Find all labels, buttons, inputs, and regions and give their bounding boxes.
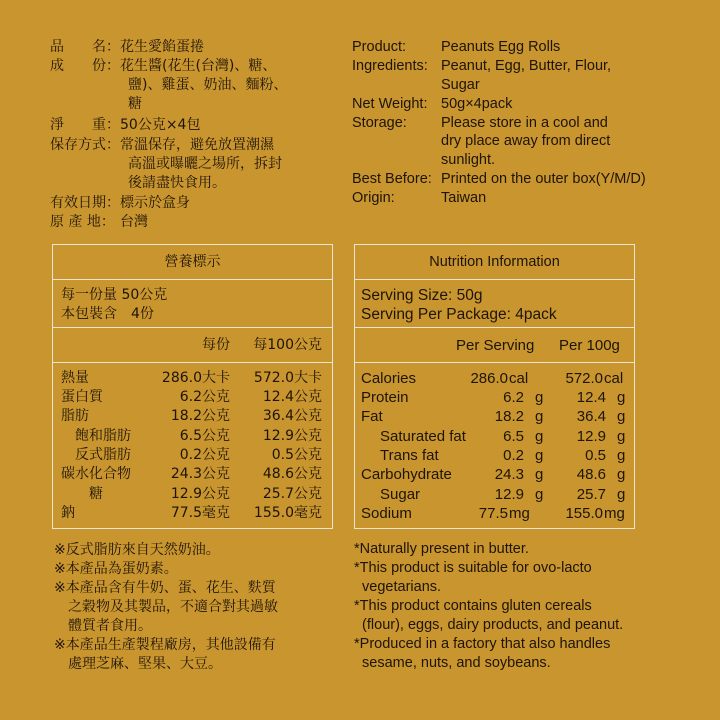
en-col-100g-header: Per 100g	[559, 337, 620, 354]
en-storage-line: Please store in a cool and	[441, 115, 608, 131]
en-row-per100: 48.6	[576, 466, 606, 483]
zh-row-name: 蛋白質	[61, 389, 103, 405]
zh-row-per100: 12.9公克	[262, 428, 322, 444]
zh-storage-line: 後請盡快食用。	[128, 175, 226, 191]
zh-row-serving: 24.3公克	[170, 466, 230, 482]
en-col-serving-header: Per Serving	[456, 337, 535, 354]
en-row-per100-unit: g	[617, 486, 626, 503]
zh-row-name: 糖	[89, 486, 103, 502]
zh-servings-per-pack: 本包裝含 4份	[61, 306, 154, 322]
en-note-line: vegetarians.	[354, 579, 442, 595]
en-row-serving: 12.9	[494, 486, 524, 503]
zh-row-per100: 12.4公克	[262, 389, 322, 405]
en-row-serving: 6.5	[503, 428, 524, 445]
zh-origin-value: 台灣	[120, 214, 148, 230]
en-row-per100-unit: mg	[604, 505, 625, 522]
zh-row-serving: 6.5公克	[179, 428, 230, 444]
zh-row-per100: 48.6公克	[262, 466, 322, 482]
en-row-name: Sodium	[361, 505, 412, 522]
divider	[354, 362, 635, 363]
en-row-serving-unit: g	[535, 408, 544, 425]
zh-origin-label: 原 產 地：	[50, 214, 115, 230]
zh-row-name: 熱量	[61, 370, 89, 386]
en-ingredients-line: Sugar	[441, 77, 480, 93]
en-nutrition-title: Nutrition Information	[429, 254, 560, 270]
en-storage-label: Storage:	[352, 115, 407, 131]
zh-note-line: 之穀物及其製品，不適合對其過敏	[54, 599, 278, 615]
en-row-serving: 24.3	[494, 466, 524, 483]
zh-row-serving: 77.5毫克	[170, 505, 230, 521]
zh-row-per100: 572.0大卡	[253, 370, 322, 386]
zh-row-name: 碳水化合物	[61, 466, 131, 482]
zh-row-per100: 25.7公克	[262, 486, 322, 502]
en-note-line: sesame, nuts, and soybeans.	[354, 655, 551, 671]
en-row-per100: 155.0	[565, 505, 603, 522]
en-ingredients-line: Peanut, Egg, Butter, Flour,	[441, 58, 612, 74]
en-row-per100: 0.5	[585, 447, 606, 464]
en-row-per100-unit: g	[617, 389, 626, 406]
zh-net-weight-label: 淨 重：	[50, 117, 120, 133]
zh-product-label: 品 名：	[50, 39, 120, 55]
en-note-line: *Naturally present in butter.	[354, 541, 529, 557]
en-row-per100-unit: g	[617, 466, 626, 483]
en-row-serving: 286.0	[470, 370, 508, 387]
zh-row-serving: 286.0大卡	[161, 370, 230, 386]
en-row-serving-unit: g	[535, 428, 544, 445]
zh-best-before-value: 標示於盒身	[120, 195, 190, 211]
zh-row-per100: 0.5公克	[271, 447, 322, 463]
en-row-serving-unit: g	[535, 486, 544, 503]
en-row-serving: 77.5	[478, 505, 508, 522]
zh-row-serving: 6.2公克	[179, 389, 230, 405]
en-row-per100-unit: g	[617, 408, 626, 425]
en-row-per100-unit: g	[617, 447, 626, 464]
en-row-per100-unit: g	[617, 428, 626, 445]
en-row-per100: 36.4	[576, 408, 606, 425]
en-product-label: Product:	[352, 39, 406, 55]
zh-row-name: 反式脂肪	[75, 447, 131, 463]
zh-storage-label: 保存方式：	[50, 137, 120, 153]
zh-row-serving: 12.9公克	[170, 486, 230, 502]
zh-note-line: ※本產品生產製程廠房，其他設備有	[54, 637, 276, 653]
en-origin-label: Origin:	[352, 190, 395, 206]
en-note-line: *This product contains gluten cereals	[354, 598, 592, 614]
en-row-name: Trans fat	[380, 447, 439, 464]
zh-nutrition-title: 營養標示	[164, 254, 221, 270]
zh-product-value: 花生愛餡蛋捲	[120, 39, 204, 55]
en-note-line: *This product is suitable for ovo-lacto	[354, 560, 592, 576]
zh-col-100g-header: 每100公克	[253, 337, 322, 353]
zh-note-line: ※本產品含有牛奶、蛋、花生、麩質	[54, 580, 276, 596]
en-row-name: Carbohydrate	[361, 466, 452, 483]
divider	[354, 279, 635, 280]
en-row-serving-unit: mg	[509, 505, 530, 522]
en-servings-per-pack: Serving Per Package: 4pack	[361, 306, 557, 323]
en-row-per100-unit: cal	[604, 370, 624, 387]
zh-ingredients-line: 鹽)、雞蛋、奶油、麵粉、	[128, 77, 288, 93]
zh-row-per100: 155.0毫克	[253, 505, 322, 521]
zh-note-line: 處理芝麻、堅果、大豆。	[54, 656, 222, 672]
en-storage-line: sunlight.	[441, 152, 496, 168]
en-row-name: Protein	[361, 389, 409, 406]
zh-note-line: ※反式脂肪來自天然奶油。	[54, 542, 220, 558]
divider	[52, 279, 333, 280]
en-origin-value: Taiwan	[441, 190, 487, 206]
en-row-per100: 12.4	[576, 389, 606, 406]
en-best-before-value: Printed on the outer box(Y/M/D)	[441, 171, 646, 187]
zh-storage-line: 常溫保存，避免放置潮濕	[120, 137, 274, 153]
en-serving-size: Serving Size: 50g	[361, 287, 483, 304]
en-net-weight-value: 50g×4pack	[441, 96, 513, 112]
en-row-serving-unit: cal	[509, 370, 529, 387]
zh-best-before-label: 有效日期：	[50, 195, 120, 211]
en-storage-line: dry place away from direct	[441, 133, 611, 149]
en-row-serving-unit: g	[535, 389, 544, 406]
en-best-before-label: Best Before:	[352, 171, 432, 187]
en-row-name: Saturated fat	[380, 428, 466, 445]
en-note-line: (flour), eggs, dairy products, and peanut.	[354, 617, 624, 633]
divider	[52, 362, 333, 363]
divider	[354, 327, 635, 328]
divider	[52, 327, 333, 328]
en-row-serving-unit: g	[535, 466, 544, 483]
zh-ingredients-line: 花生醬(花生(台灣)、糖、	[120, 58, 277, 74]
zh-col-serving-header: 每份	[202, 337, 230, 353]
en-ingredients-label: Ingredients:	[352, 58, 428, 74]
en-note-line: *Produced in a factory that also handles	[354, 636, 611, 652]
en-row-name: Sugar	[380, 486, 421, 503]
en-row-serving: 0.2	[503, 447, 524, 464]
zh-ingredients-line: 糖	[128, 96, 142, 112]
zh-ingredients-label: 成 份：	[50, 58, 120, 74]
zh-net-weight-value: 50公克×4包	[120, 117, 201, 133]
en-row-name: Fat	[361, 408, 383, 425]
en-row-serving: 18.2	[494, 408, 524, 425]
en-row-name: Calories	[361, 370, 417, 387]
zh-row-name: 鈉	[61, 505, 75, 521]
en-row-serving-unit: g	[535, 447, 544, 464]
zh-row-serving: 18.2公克	[170, 408, 230, 424]
zh-serving-size: 每一份量 50公克	[61, 287, 168, 303]
en-row-per100: 25.7	[576, 486, 606, 503]
en-row-per100: 12.9	[576, 428, 606, 445]
en-net-weight-label: Net Weight:	[352, 96, 428, 112]
en-row-per100: 572.0	[565, 370, 603, 387]
zh-note-line: ※本產品為蛋奶素。	[54, 561, 178, 577]
zh-row-name: 飽和脂肪	[75, 428, 131, 444]
zh-note-line: 體質者食用。	[54, 618, 152, 634]
zh-row-name: 脂肪	[61, 408, 89, 424]
zh-storage-line: 高溫或曝曬之場所，拆封	[128, 156, 282, 172]
en-product-value: Peanuts Egg Rolls	[441, 39, 561, 55]
zh-row-serving: 0.2公克	[179, 447, 230, 463]
zh-row-per100: 36.4公克	[262, 408, 322, 424]
en-row-serving: 6.2	[503, 389, 524, 406]
